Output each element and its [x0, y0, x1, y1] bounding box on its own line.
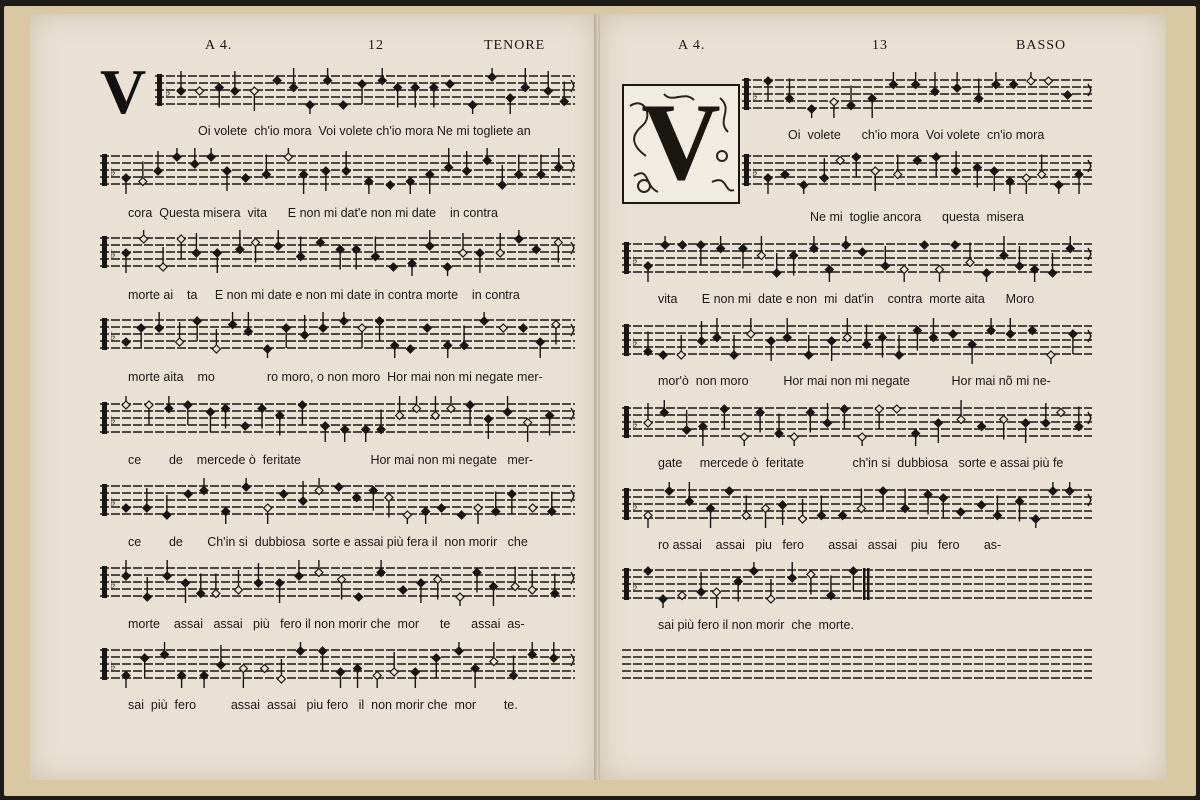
- staff: [100, 230, 575, 276]
- lyric-line: sai più fero assai assai piu fero il non morir che mor te.: [128, 698, 518, 712]
- staff: [100, 148, 575, 194]
- decorated-initial: [622, 81, 740, 204]
- svg-text:♭: ♭: [110, 165, 116, 179]
- left-initial-letter: V: [100, 56, 147, 127]
- staff: [100, 560, 575, 606]
- svg-text:♭: ♭: [632, 417, 638, 431]
- right-voice-name: BASSO: [1016, 38, 1067, 53]
- staff: [622, 482, 1092, 528]
- svg-text:♭: ♭: [110, 329, 116, 343]
- staff: [100, 396, 575, 442]
- left-voice-count: A 4.: [205, 38, 233, 53]
- staff: [100, 642, 575, 688]
- left-voice-name: TENORE: [484, 38, 546, 53]
- lyric-line: morte aita mo ro moro, o non moro Hor mai non mi negate mer-: [128, 370, 543, 384]
- lyric-line: cora Questa misera vita E non mi dat'e non mi date in contra: [128, 206, 498, 220]
- svg-text:♭: ♭: [632, 253, 638, 267]
- staff: [742, 148, 1092, 194]
- svg-text:♭: ♭: [110, 577, 116, 591]
- right-page-number: 13: [872, 38, 888, 53]
- staff: [100, 312, 575, 358]
- svg-text:♭: ♭: [752, 89, 758, 103]
- right-initial-letter: V: [641, 81, 721, 203]
- staff: [742, 72, 1092, 118]
- lyric-line: mor'ò non moro Hor mai non mi negate Hor mai nõ mi ne-: [658, 374, 1051, 388]
- staff: [155, 68, 575, 114]
- svg-text:♭: ♭: [110, 413, 116, 427]
- svg-text:♭: ♭: [632, 335, 638, 349]
- staff: [622, 236, 1092, 282]
- staff: [100, 478, 575, 524]
- svg-text:♭: ♭: [110, 247, 116, 261]
- svg-text:♭: ♭: [632, 499, 638, 513]
- right-voice-count: A 4.: [678, 38, 706, 53]
- lyric-line: vita E non mi date e non mi dat'in contra morte aita Moro: [658, 292, 1035, 306]
- lyric-line: sai più fero il non morir che morte.: [658, 618, 854, 632]
- staff: [622, 400, 1092, 446]
- lyric-line: Oi volete ch'io mora Voi volete ch'io mora Ne mi togliete an: [198, 124, 531, 138]
- lyric-line: morte assai assai più fero il non morir che mor te assai as-: [128, 617, 525, 631]
- staff-final: [622, 562, 1092, 608]
- svg-text:♭: ♭: [165, 85, 171, 99]
- lyric-line: Ne mi toglie ancora questa misera: [810, 210, 1024, 224]
- svg-text:♭: ♭: [752, 165, 758, 179]
- svg-text:♭: ♭: [110, 495, 116, 509]
- left-page-number: 12: [368, 38, 384, 53]
- lyric-line: Oi volete ch'io mora Voi volete cn'io mora: [788, 128, 1045, 142]
- svg-text:♭: ♭: [110, 659, 116, 673]
- lyric-line: ro assai assai piu fero assai assai piu fero as-: [658, 538, 1002, 552]
- lyric-line: gate mercede ò feritate ch'in si dubbiosa sorte e assai più fe: [658, 456, 1064, 470]
- staff: [622, 318, 1092, 364]
- lyric-line: ce de Ch'in si dubbiosa sorte e assai più fera il non morir che: [128, 535, 528, 549]
- lyric-line: morte ai ta E non mi date e non mi date in contra morte in contra: [128, 288, 520, 302]
- svg-text:♭: ♭: [632, 579, 638, 593]
- staff-empty: [622, 642, 1092, 688]
- lyric-line: ce de mercede ò feritate Hor mai non mi negate mer-: [128, 453, 534, 467]
